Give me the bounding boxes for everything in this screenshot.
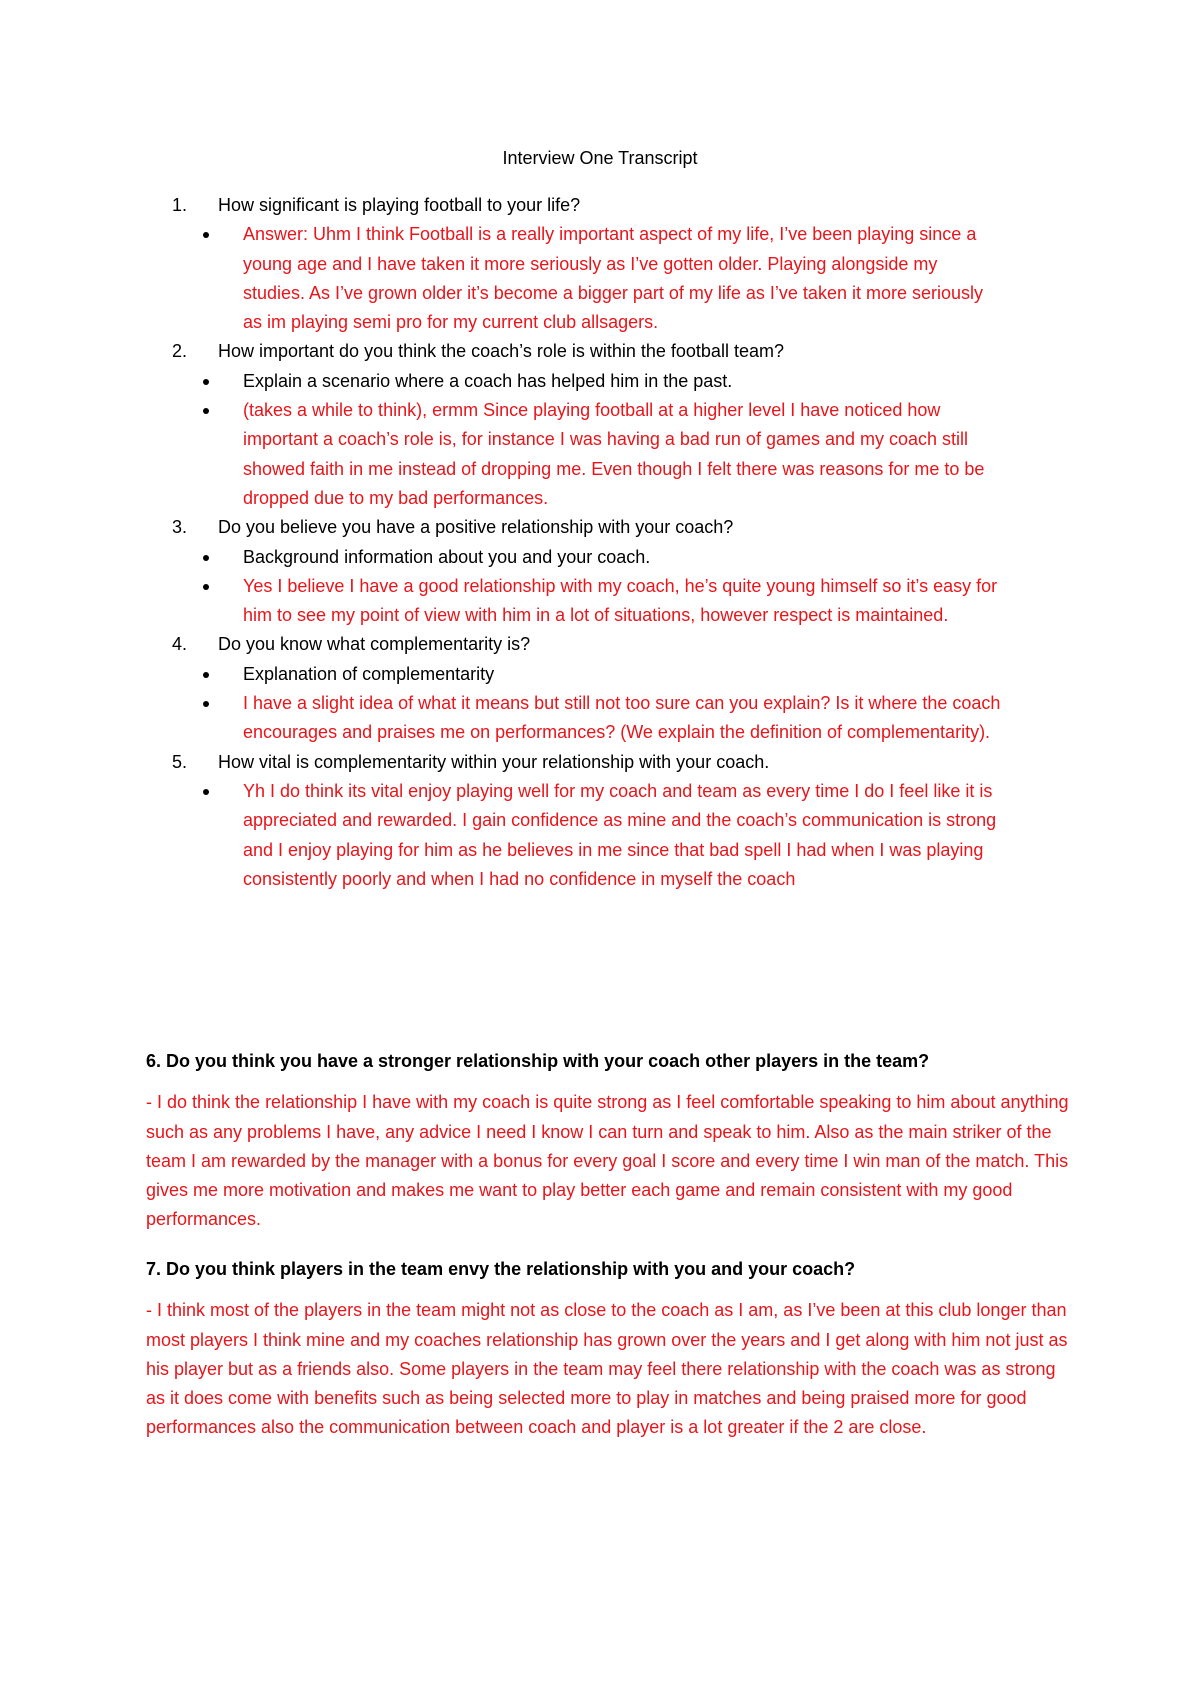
question-4-bullets [197, 660, 1072, 748]
bullet-text: (takes a while to think), ermm Since playing football at a higher level I have noticed how important a coach’s role is, for instance I was having a bad run of games and my coach still showed faith in me instead of dropping me. Even though I felt there was reasons for me to be dropped due to my bad performances. [243, 400, 985, 508]
bullet-icon [203, 672, 209, 678]
question-2-bullets [197, 367, 1072, 513]
question-4 [172, 630, 1072, 659]
bullet-text: Yh I do think its vital enjoy playing well for my coach and team as every time I do I feel like it is appreciated and rewarded. I gain confidence as mine and the coach’s communication is strong and I enjoy playing for him as he believes in me since that bad spell I had when I was playing consistently poorly and when I had no confidence in myself the coach [243, 780, 997, 889]
numbered-question-list [172, 191, 1072, 894]
question-number: 5. [172, 751, 188, 772]
question-6-answer: - I do think the relationship I have with my coach is quite strong as I feel comfortable speaking to him about anything such as any problems I have, any advice I need I know I can turn and speak to him. Also as the main striker of the team I am rewarded by the manager with a bonus for every goal I score and every time I win man of the match. This gives me more motivation and makes me want to play better each game and remain consistent with my good performances. [146, 1092, 1069, 1230]
bullet-icon [203, 408, 209, 414]
question-5 [172, 748, 1072, 777]
question-text: Do you know what complementarity is? [218, 634, 531, 655]
question-2 [172, 337, 1072, 366]
question-6-section [146, 1047, 1076, 1235]
question-1-bullets [197, 220, 1072, 337]
answer-bullet [197, 689, 1003, 748]
question-number: 3. [172, 517, 188, 538]
bullet-icon [203, 555, 209, 561]
bullet-icon [203, 789, 209, 795]
bullet-icon [203, 584, 209, 590]
question-text: How significant is playing football to your life? [218, 195, 581, 215]
bullet-icon [203, 701, 209, 707]
question-number: 4. [172, 634, 188, 655]
question-text: How important do you think the coach’s role is within the football team? [218, 341, 784, 362]
bullet-text: Answer: Uhm I think Football is a really important aspect of my life, I’ve been playing since a young age and I have taken it more seriously as I’ve gotten older. Playing alongside my studies. As I’ve grown older it’s become a bigger part of my life as I’ve taken it more seriously as im playing semi pro for my current club allsagers. [243, 224, 984, 333]
bullet-text: Explanation of complementarity [243, 663, 495, 684]
prompt-bullet [197, 543, 1003, 572]
answer-bullet [197, 572, 1003, 631]
question-7-answer: - I think most of the players in the team might not as close to the coach as I am, as I’ve been at this club longer than most players I think mine and my coaches relationship has grown over the years and I get along with him not just as his player but as a friends also. Some players in the team may feel there relationship with the coach was as strong as it does come with benefits such as being selected more to play in matches and being praised more for good performances also the communication between coach and player is a lot greater if the 2 are close. [146, 1300, 1068, 1438]
bullet-text: Background information about you and your coach. [243, 546, 651, 567]
answer-bullet [197, 220, 1003, 337]
question-3-bullets [197, 543, 1072, 631]
question-1 [172, 191, 1072, 220]
bullet-text: I have a slight idea of what it means but still not too sure can you explain? Is it where the coach encourages and praises me on performances? (We explain the definition of complementarity). [243, 693, 1001, 743]
question-text: Do you believe you have a positive relationship with your coach? [218, 517, 734, 538]
question-number: 2. [172, 341, 188, 362]
question-7-section [146, 1255, 1076, 1443]
question-number: 1. [172, 195, 188, 215]
bullet-icon [203, 379, 209, 385]
prompt-bullet [197, 660, 1003, 689]
bullet-text: Explain a scenario where a coach has helped him in the past. [243, 370, 733, 391]
bullet-text: Yes I believe I have a good relationship with my coach, he’s quite young himself so it’s easy for him to see my point of view with him in a lot of situations, however respect is maintained. [243, 575, 998, 626]
bullet-icon [203, 232, 209, 238]
question-3 [172, 513, 1072, 542]
page-title: Interview One Transcript [502, 148, 698, 168]
question-7-heading: 7. Do you think players in the team envy the relationship with you and your coach? [146, 1259, 856, 1279]
question-text: How vital is complementarity within your relationship with your coach. [218, 751, 770, 772]
prompt-bullet [197, 367, 1003, 396]
question-6-heading: 6. Do you think you have a stronger relationship with your coach other players in the team? [146, 1051, 930, 1071]
answer-bullet [197, 777, 1003, 894]
answer-bullet [197, 396, 1003, 513]
question-5-bullets [197, 777, 1072, 894]
